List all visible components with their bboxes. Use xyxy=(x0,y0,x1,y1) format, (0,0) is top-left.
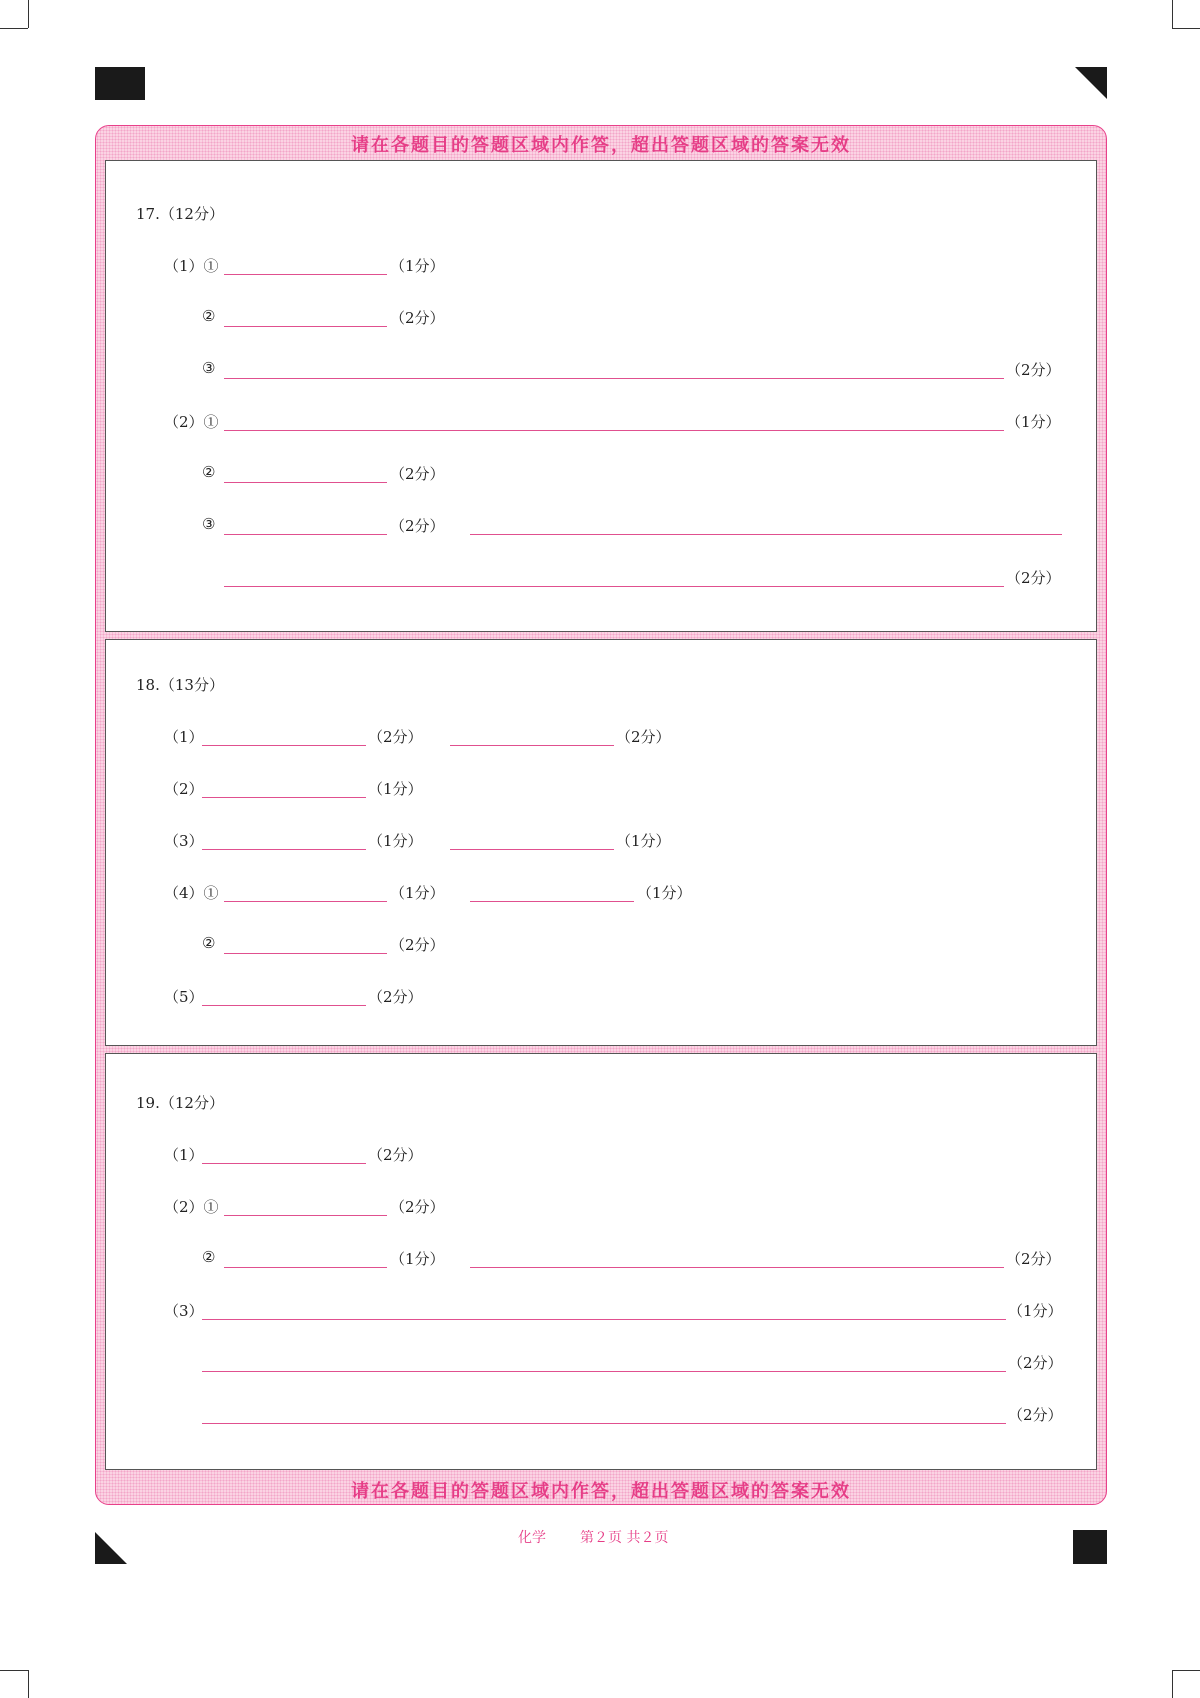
q18-row-1-points-b: （2分） xyxy=(616,728,671,746)
q17-row-2-points: （2分） xyxy=(390,309,445,327)
q18-row-4-answer-line-b[interactable] xyxy=(470,901,634,902)
q19-row-3-points-b: （2分） xyxy=(1006,1250,1061,1268)
q19-row-2-points: （2分） xyxy=(390,1198,445,1216)
q19-row-4-points: （1分） xyxy=(1008,1302,1063,1320)
crop-mark-tl-h xyxy=(0,28,28,29)
q17-row-3 xyxy=(164,359,1064,381)
crop-mark-tr-h xyxy=(1172,28,1200,29)
q18-row-3-answer-line-a[interactable] xyxy=(202,849,366,850)
q19-row-3 xyxy=(164,1248,1064,1270)
position-marker-bottom-right xyxy=(1073,1530,1107,1564)
q17-row-3-label: ③ xyxy=(202,359,216,377)
q19-row-5-answer-line[interactable] xyxy=(202,1371,1006,1372)
q17-row-5-label: ② xyxy=(202,463,216,481)
q18-row-6-answer-line[interactable] xyxy=(202,1005,366,1006)
q19-row-4-label: （3） xyxy=(164,1302,204,1320)
q18-row-1-label: （1） xyxy=(164,728,204,746)
q18-row-1-points-a: （2分） xyxy=(368,728,423,746)
q19-row-5-points: （2分） xyxy=(1008,1354,1063,1372)
q18-row-2-label: （2） xyxy=(164,780,204,798)
q19-row-6-points: （2分） xyxy=(1008,1406,1063,1424)
q17-row-2-answer-line[interactable] xyxy=(224,326,387,327)
q18-row-1 xyxy=(164,726,1064,748)
q17-row-6-answer-line-b[interactable] xyxy=(470,534,1062,535)
q17-title: 17.（12分） xyxy=(136,205,224,223)
q18-row-4-points-b: （1分） xyxy=(637,884,692,902)
q17-row-7-answer-line[interactable] xyxy=(224,586,1004,587)
q19-title: 19.（12分） xyxy=(136,1094,224,1112)
q18-row-3-answer-line-b[interactable] xyxy=(450,849,614,850)
q19-row-4 xyxy=(164,1300,1064,1322)
q17-row-4 xyxy=(164,411,1064,433)
q18-row-2-points: （1分） xyxy=(368,780,423,798)
q18-row-1-answer-line-b[interactable] xyxy=(450,745,614,746)
q19-row-3-answer-line-a[interactable] xyxy=(224,1267,387,1268)
q17-row-1-answer-line[interactable] xyxy=(224,274,387,275)
q17-answer-box xyxy=(105,160,1097,632)
footer-page-number: 第２页 共２页 xyxy=(580,1530,669,1546)
q17-row-7-points: （2分） xyxy=(1006,569,1061,587)
q17-row-1-label: （1）① xyxy=(164,257,219,275)
notice-bottom: 请在各题目的答题区域内作答，超出答题区域的答案无效 xyxy=(351,1481,851,1502)
answer-frame xyxy=(95,125,1107,1505)
q17-row-5-answer-line[interactable] xyxy=(224,482,387,483)
q17-row-4-label: （2）① xyxy=(164,413,219,431)
q17-row-6-answer-line-a[interactable] xyxy=(224,534,387,535)
q17-row-2 xyxy=(164,307,1064,329)
q19-row-6 xyxy=(164,1404,1064,1426)
q18-row-2-answer-line[interactable] xyxy=(202,797,366,798)
q18-row-5-label: ② xyxy=(202,934,216,952)
notice-top: 请在各题目的答题区域内作答，超出答题区域的答案无效 xyxy=(351,135,851,156)
crop-mark-tl-v xyxy=(28,0,29,28)
crop-mark-tr-v xyxy=(1172,0,1173,28)
position-marker-bottom-left xyxy=(95,1532,127,1564)
q17-row-7 xyxy=(164,567,1064,589)
q17-row-3-answer-line[interactable] xyxy=(224,378,1004,379)
q18-row-6 xyxy=(164,986,1064,1008)
q18-title: 18.（13分） xyxy=(136,676,224,694)
position-marker-top-left xyxy=(95,67,145,100)
footer-subject: 化学 xyxy=(518,1530,546,1546)
q19-row-2 xyxy=(164,1196,1064,1218)
q19-row-1-points: （2分） xyxy=(368,1146,423,1164)
q17-row-2-label: ② xyxy=(202,307,216,325)
q18-row-4-points-a: （1分） xyxy=(390,884,445,902)
q19-row-2-label: （2）① xyxy=(164,1198,219,1216)
q18-row-3 xyxy=(164,830,1064,852)
q19-answer-box xyxy=(105,1053,1097,1470)
q19-row-1-label: （1） xyxy=(164,1146,204,1164)
crop-mark-bl-v xyxy=(28,1670,29,1698)
q19-row-1 xyxy=(164,1144,1064,1166)
q18-row-1-answer-line-a[interactable] xyxy=(202,745,366,746)
q17-row-1 xyxy=(164,255,1064,277)
position-marker-top-right xyxy=(1075,67,1107,99)
q18-row-4-label: （4）① xyxy=(164,884,219,902)
q17-row-5-points: （2分） xyxy=(390,465,445,483)
q18-row-4 xyxy=(164,882,1064,904)
q19-row-3-answer-line-b[interactable] xyxy=(470,1267,1004,1268)
q17-row-4-points: （1分） xyxy=(1006,413,1061,431)
q17-row-6-points: （2分） xyxy=(390,517,445,535)
q19-row-3-points-a: （1分） xyxy=(390,1250,445,1268)
q17-row-6-label: ③ xyxy=(202,515,216,533)
q19-row-3-label: ② xyxy=(202,1248,216,1266)
q19-row-5 xyxy=(164,1352,1064,1374)
q18-answer-box xyxy=(105,639,1097,1046)
q18-row-3-label: （3） xyxy=(164,832,204,850)
q18-row-4-answer-line-a[interactable] xyxy=(224,901,387,902)
q18-row-5-points: （2分） xyxy=(390,936,445,954)
crop-mark-br-v xyxy=(1172,1670,1173,1698)
q19-row-6-answer-line[interactable] xyxy=(202,1423,1006,1424)
q17-row-1-points: （1分） xyxy=(390,257,445,275)
q19-row-4-answer-line[interactable] xyxy=(202,1319,1006,1320)
q18-row-3-points-a: （1分） xyxy=(368,832,423,850)
q17-row-5 xyxy=(164,463,1064,485)
q18-row-5 xyxy=(164,934,1064,956)
q17-row-4-answer-line[interactable] xyxy=(224,430,1004,431)
q17-row-6 xyxy=(164,515,1064,537)
q18-row-3-points-b: （1分） xyxy=(616,832,671,850)
crop-mark-bl-h xyxy=(0,1670,28,1671)
q18-row-6-label: （5） xyxy=(164,988,204,1006)
crop-mark-br-h xyxy=(1172,1670,1200,1671)
q18-row-5-answer-line[interactable] xyxy=(224,953,387,954)
q18-row-2 xyxy=(164,778,1064,800)
q18-row-6-points: （2分） xyxy=(368,988,423,1006)
q19-row-2-answer-line[interactable] xyxy=(224,1215,387,1216)
q17-row-3-points: （2分） xyxy=(1006,361,1061,379)
q19-row-1-answer-line[interactable] xyxy=(202,1163,366,1164)
